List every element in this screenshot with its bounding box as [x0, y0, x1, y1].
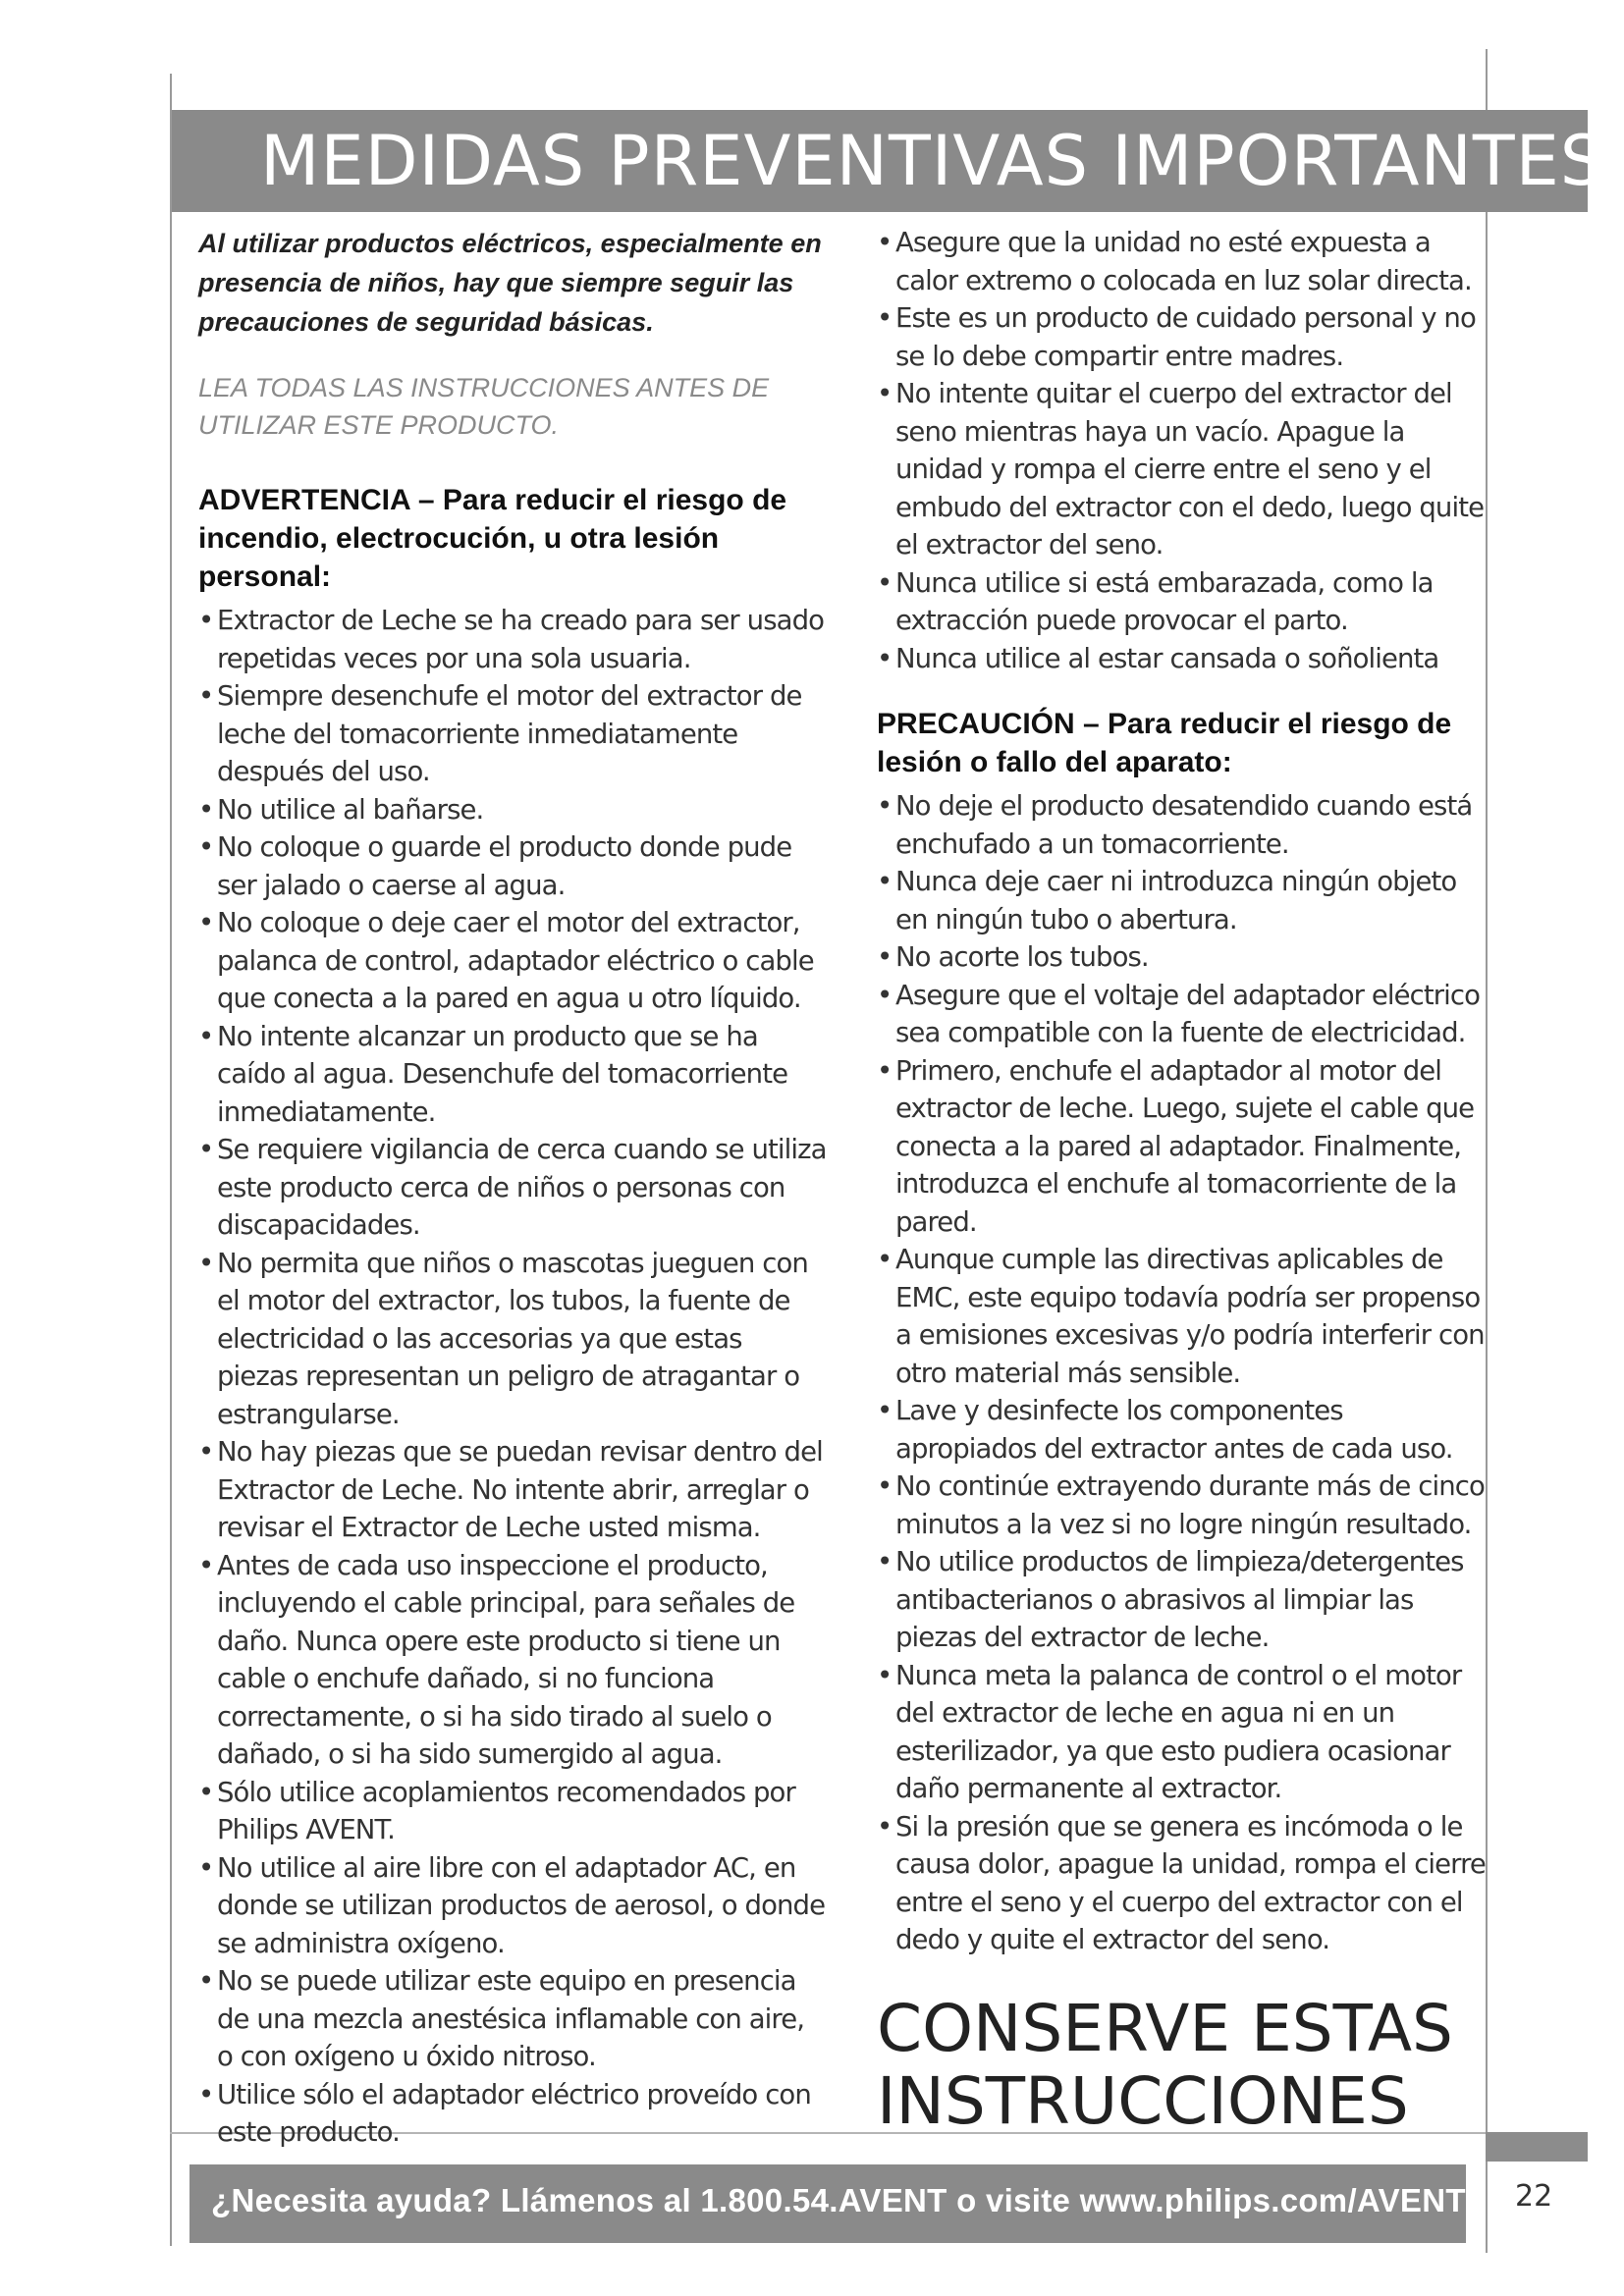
list-item: • No coloque o deje caer el motor del extractor, palanca de control, adaptador eléctrico o cable que conecta a la pared en agua u otro líquido.: [198, 904, 827, 1018]
list-item: • Si la presión que se genera es incómoda o le causa dolor, apague la unidad, rompa el cierre entre el seno y el cuerpo del extractor con el dedo y quite el extractor del seno.: [877, 1808, 1486, 1959]
frame-line-right: [1486, 49, 1488, 2253]
list-item: • No permita que niños o mascotas jueguen con el motor del extractor, los tubos, la fuente de electricidad o las accesorias ya que estas piezas representan un peligro de atragantar o estrangularse.: [198, 1245, 827, 1434]
list-item: • No utilice al bañarse.: [198, 791, 827, 829]
list-item: • No hay piezas que se puedan revisar dentro del Extractor de Leche. No intente abrir, arreglar o revisar el Extractor de Leche usted misma.: [198, 1433, 827, 1547]
footer-help-bar: [189, 2164, 1466, 2243]
caution-list: [877, 787, 1486, 1959]
right-column: [877, 224, 1486, 2138]
list-item: • Extractor de Leche se ha creado para ser usado repetidas veces por una sola usuaria.: [198, 602, 827, 677]
page-title: MEDIDAS PREVENTIVAS IMPORTANTES: [260, 121, 1605, 201]
header-banner: [172, 110, 1605, 212]
list-item: • Lave y desinfecte los componentes apropiados del extractor antes de cada uso.: [877, 1392, 1486, 1468]
warning-list: [198, 602, 827, 2152]
conserve-instructions-heading: CONSERVE ESTAS INSTRUCCIONES: [877, 1990, 1453, 2139]
page-number: 22: [1515, 2179, 1553, 2214]
list-item: • Nunca deje caer ni introduzca ningún objeto en ningún tubo o abertura.: [877, 863, 1486, 938]
list-item: • Siempre desenchufe el motor del extractor de leche del tomacorriente inmediatamente después del uso.: [198, 677, 827, 791]
list-item: • No coloque o guarde el producto donde pude ser jalado o caerse al agua.: [198, 828, 827, 904]
list-item: • No intente quitar el cuerpo del extractor del seno mientras haya un vacío. Apague la unidad y rompa el cierre entre el seno y el embudo del extractor con el dedo, luego quite el extractor del seno.: [877, 375, 1486, 564]
read-all-notice: LEA TODAS LAS INSTRUCCIONES ANTES DE UTILIZAR ESTE PRODUCTO.: [198, 373, 770, 440]
list-item: • No intente alcanzar un producto que se ha caído al agua. Desenchufe del tomacorriente inmediatamente.: [198, 1018, 827, 1132]
intro-text: Al utilizar productos eléctricos, especialmente en presencia de niños, hay que siempre seguir las precauciones de seguridad básicas.: [198, 229, 822, 337]
list-item: • No continúe extrayendo durante más de cinco minutos a la vez si no logre ningún resultado.: [877, 1468, 1486, 1543]
warning-heading: ADVERTENCIA – Para reducir el riesgo de incendio, electrocución, u otra lesión personal:: [198, 484, 787, 593]
list-item: • Utilice sólo el adaptador eléctrico proveído con este producto.: [198, 2076, 827, 2152]
list-item: • Aunque cumple las directivas aplicables de EMC, este equipo todavía podría ser propenso a emisiones excesivas y/o podría interferir con otro material más sensible.: [877, 1241, 1486, 1392]
list-item: • Este es un producto de cuidado personal y no se lo debe compartir entre madres.: [877, 299, 1486, 375]
list-item: • Nunca utilice al estar cansada o soñolienta: [877, 640, 1486, 678]
caution-heading: PRECAUCIÓN – Para reducir el riesgo de lesión o fallo del aparato:: [877, 708, 1452, 778]
left-column: [198, 224, 827, 2152]
list-item: • Nunca meta la palanca de control o el motor del extractor de leche en agua ni en un esterilizador, ya que esto pudiera ocasionar daño permanente al extractor.: [877, 1657, 1486, 1808]
list-item: • Primero, enchufe el adaptador al motor del extractor de leche. Luego, sujete el cable que conecta a la pared al adaptador. Finalmente, introduzca el enchufe al tomacorriente de la pared.: [877, 1052, 1486, 1242]
list-item: • No deje el producto desatendido cuando está enchufado a un tomacorriente.: [877, 787, 1486, 863]
corner-bar: [1486, 2132, 1588, 2162]
list-item: • No acorte los tubos.: [877, 938, 1486, 977]
list-item: • Asegure que la unidad no esté expuesta a calor extremo o colocada en luz solar directa.: [877, 224, 1486, 299]
list-item: • Asegure que el voltaje del adaptador eléctrico sea compatible con la fuente de electricidad.: [877, 977, 1486, 1052]
frame-line-left: [170, 74, 172, 2246]
list-item: • No utilice al aire libre con el adaptador AC, en donde se utilizan productos de aerosol, o donde se administra oxígeno.: [198, 1849, 827, 1963]
list-item: • Sólo utilice acoplamientos recomendados por Philips AVENT.: [198, 1774, 827, 1849]
general-list: [877, 224, 1486, 677]
list-item: • Antes de cada uso inspeccione el producto, incluyendo el cable principal, para señales de daño. Nunca opere este producto si tiene un cable o enchufe dañado, si no funciona correctamente, o si ha sido tirado al suelo o dañado, o si ha sido sumergido al agua.: [198, 1547, 827, 1774]
list-item: • Se requiere vigilancia de cerca cuando se utiliza este producto cerca de niños o personas con discapacidades.: [198, 1131, 827, 1245]
list-item: • Nunca utilice si está embarazada, como la extracción puede provocar el parto.: [877, 564, 1486, 640]
list-item: • No utilice productos de limpieza/detergentes antibacterianos o abrasivos al limpiar las piezas del extractor de leche.: [877, 1543, 1486, 1657]
list-item: • No se puede utilizar este equipo en presencia de una mezcla anestésica inflamable con aire, o con oxígeno u óxido nitroso.: [198, 1962, 827, 2076]
help-contact-text: ¿Necesita ayuda? Llámenos al 1.800.54.AVENT o visite www.philips.com/AVENT: [211, 2182, 1466, 2218]
